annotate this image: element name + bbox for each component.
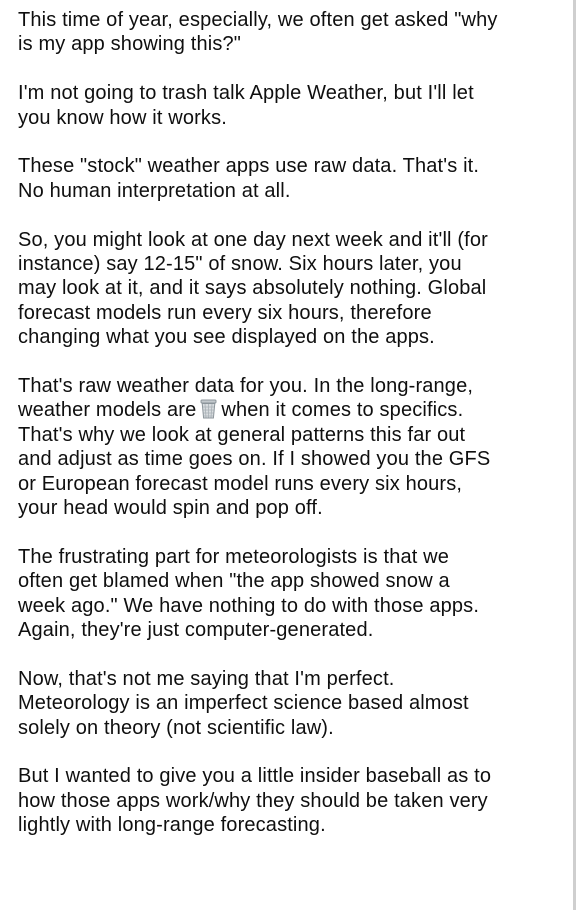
paragraph-5 [18,374,574,520]
text-line: The frustrating part for meteorologists is that we [18,545,450,568]
text-line: This time of year, especially, we often get asked "why [18,9,498,31]
text-line: Now, that's not me saying that I'm perfect. [18,667,395,690]
text-line: week ago." We have nothing to do with those apps. [18,594,480,617]
text-segment: weather models are [18,399,197,422]
text-line: Again, they're just computer-generated. [18,619,374,642]
paragraph-6 [18,545,574,643]
text-line: or European forecast model runs every six hours, [18,472,463,495]
paragraph-1 [18,8,574,57]
text-line: I'm not going to trash talk Apple Weather, but I'll let [18,82,474,105]
text-line: how those apps work/why they should be taken very [18,789,488,812]
text-line: But I wanted to give you a little insider baseball as to [18,765,492,788]
text-line: often get blamed when "the app showed snow a [18,570,450,593]
text-line: changing what you see displayed on the apps. [18,326,435,349]
text-line: lightly with long-range forecasting. [18,814,326,837]
text-line: Meteorology is an imperfect science based almost [18,692,469,715]
text-line: No human interpretation at all. [18,179,291,202]
text-line: your head would spin and pop off. [18,497,323,520]
paragraph-2 [18,81,574,130]
text-line: So, you might look at one day next week and it'll (for [18,228,488,251]
post-text [18,8,574,862]
text-line: That's raw weather data for you. In the long-range, [18,375,474,398]
text-line: and adjust as time goes on. If I showed you the GFS [18,448,491,471]
text-line: is my app showing this?" [18,33,242,56]
text-line: you know how it works. [18,106,227,129]
paragraph-7 [18,667,574,740]
text-segment: when it comes to specifics. [221,399,464,422]
text-line: may look at it, and it says absolutely nothing. Global [18,277,487,300]
text-line: These "stock" weather apps use raw data. That's it. [18,155,480,178]
paragraph-4 [18,228,574,350]
text-line: instance) say 12-15" of snow. Six hours later, you [18,253,462,276]
wastebasket-icon [200,399,217,419]
paragraph-3 [18,154,574,203]
text-line: forecast models run every six hours, therefore [18,301,432,324]
text-line-with-icon [18,398,574,422]
paragraph-8 [18,764,574,837]
text-line: That's why we look at general patterns this far out [18,423,466,446]
text-line: solely on theory (not scientific law). [18,716,334,739]
